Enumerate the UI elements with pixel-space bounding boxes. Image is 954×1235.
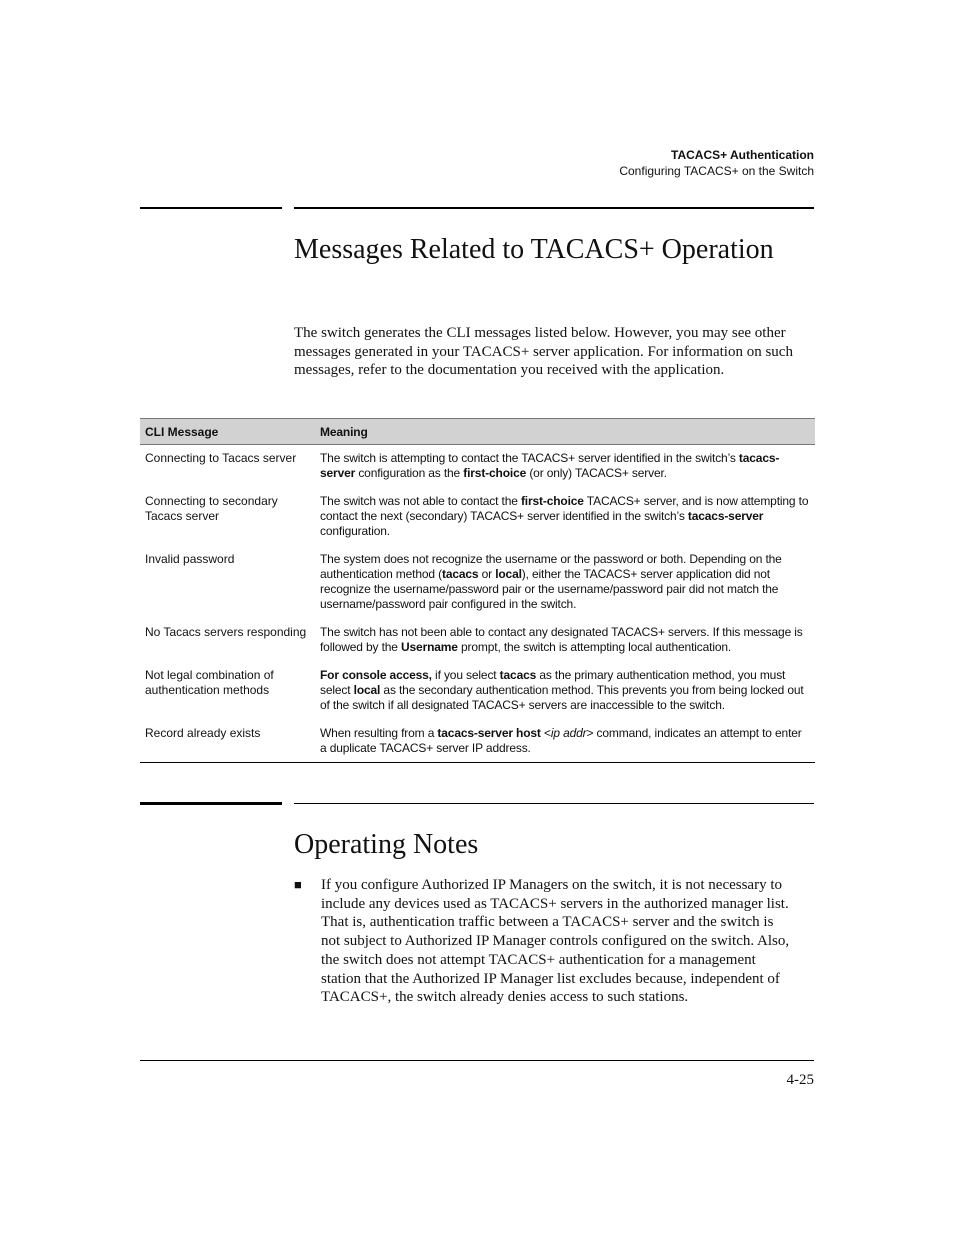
section2-title: Operating Notes xyxy=(294,829,479,860)
operating-note-item: If you configure Authorized IP Managers on the switch, it is not necessary to include any devices used as TACACS+ servers in the authorized manager list. That is, authentication traffic between a TACACS+ server and the switch is not subject to Authorized IP Manager controls configured on the switch. Also, the switch does not attempt TACACS+ authentication for a management station that the Authorized IP Manager list excludes because, independent of TACACS+, the switch already denies access to such stations. xyxy=(321,877,790,1006)
meaning-text: configuration as the xyxy=(355,466,464,480)
meaning-cell xyxy=(315,445,815,495)
command-keyword: tacacs-server xyxy=(687,509,764,523)
section1-rule-right xyxy=(294,207,814,209)
meaning-text: < xyxy=(540,726,551,740)
meaning-text: if you select xyxy=(431,668,500,682)
meaning-text: prompt, the switch is attempting local authentication. xyxy=(457,640,732,654)
column-header-meaning: Meaning xyxy=(315,419,815,445)
command-keyword: first-choice xyxy=(520,494,584,508)
cli-message-cell: Connecting to secondary Tacacs server xyxy=(145,494,278,523)
command-keyword: local xyxy=(495,567,522,581)
command-keyword: tacacs-server host xyxy=(437,726,541,740)
table-header-row xyxy=(140,419,815,445)
table-row xyxy=(140,552,815,625)
command-keyword: local xyxy=(353,683,381,697)
meaning-text: as the primary authentication method, you must select xyxy=(320,668,786,697)
section1-rule-left xyxy=(140,207,282,209)
command-keyword: first-choice xyxy=(463,466,527,480)
meaning-text: When resulting from a xyxy=(320,726,438,740)
table-row xyxy=(140,445,815,495)
meaning-text: configuration. xyxy=(320,524,390,538)
table-row xyxy=(140,726,815,763)
meaning-text: > command, indicates an attempt to enter a duplicate TACACS+ server IP address. xyxy=(320,726,802,755)
meaning-text: TACACS+ server, and is now attempting to contact the next (secondary) TACACS+ server identified in the switch’s xyxy=(320,494,809,523)
meaning-text: The switch was not able to contact the xyxy=(320,494,521,508)
meaning-text: The system does not recognize the username or the password or both. Depending on the authentication method ( xyxy=(320,552,782,581)
parameter-text: ip addr xyxy=(550,726,587,740)
meaning-cell xyxy=(315,668,815,726)
cli-message-cell: Connecting to Tacacs server xyxy=(145,451,297,465)
section1-intro: The switch generates the CLI messages listed below. However, you may see other messages generated in your TACACS+ server application. For information on such messages, refer to the documentation you received with the application. xyxy=(294,325,793,379)
meaning-text: The switch is attempting to contact the TACACS+ server identified in the switch’s xyxy=(320,451,739,465)
page-number: 4-25 xyxy=(786,1072,814,1088)
cli-messages-table xyxy=(140,418,815,763)
meaning-text: as the secondary authentication method. This prevents you from being locked out of the switch if all designated TACACS+ servers are inaccessible to the switch. xyxy=(320,683,804,712)
table-row xyxy=(140,494,815,552)
meaning-cell xyxy=(315,625,815,668)
table-row xyxy=(140,625,815,668)
meaning-cell xyxy=(315,552,815,625)
command-keyword: For console access, xyxy=(320,668,432,682)
footer-rule xyxy=(140,1060,814,1061)
command-keyword: tacacs-server xyxy=(320,451,780,480)
section2-rule-right xyxy=(294,803,814,804)
meaning-text: or xyxy=(478,567,496,581)
meaning-cell xyxy=(315,494,815,552)
command-keyword: tacacs xyxy=(441,567,479,581)
cli-message-cell: Invalid password xyxy=(145,552,235,566)
running-header-chapter: TACACS+ Authentication xyxy=(671,148,814,162)
meaning-cell xyxy=(315,726,815,763)
running-header-section: Configuring TACACS+ on the Switch xyxy=(619,164,814,178)
meaning-text: The switch has not been able to contact any designated TACACS+ servers. If this message is followed by the xyxy=(320,625,803,654)
cli-message-cell: No Tacacs servers responding xyxy=(145,625,307,639)
bullet-square-icon: ■ xyxy=(294,877,302,892)
column-header-cli-message: CLI Message xyxy=(140,419,315,445)
command-keyword: tacacs xyxy=(499,668,537,682)
section1-title: Messages Related to TACACS+ Operation xyxy=(294,234,774,265)
meaning-text: (or only) TACACS+ server. xyxy=(526,466,667,480)
cli-message-cell: Record already exists xyxy=(145,726,261,740)
table-row xyxy=(140,668,815,726)
meaning-text: ), either the TACACS+ server application did not recognize the username/password pair or the username/password pair did not match the username/password pair configured in the switch. xyxy=(320,567,779,611)
command-keyword: Username xyxy=(401,640,458,654)
section2-rule-left xyxy=(140,802,282,805)
cli-message-cell: Not legal combination of authentication methods xyxy=(145,668,274,697)
